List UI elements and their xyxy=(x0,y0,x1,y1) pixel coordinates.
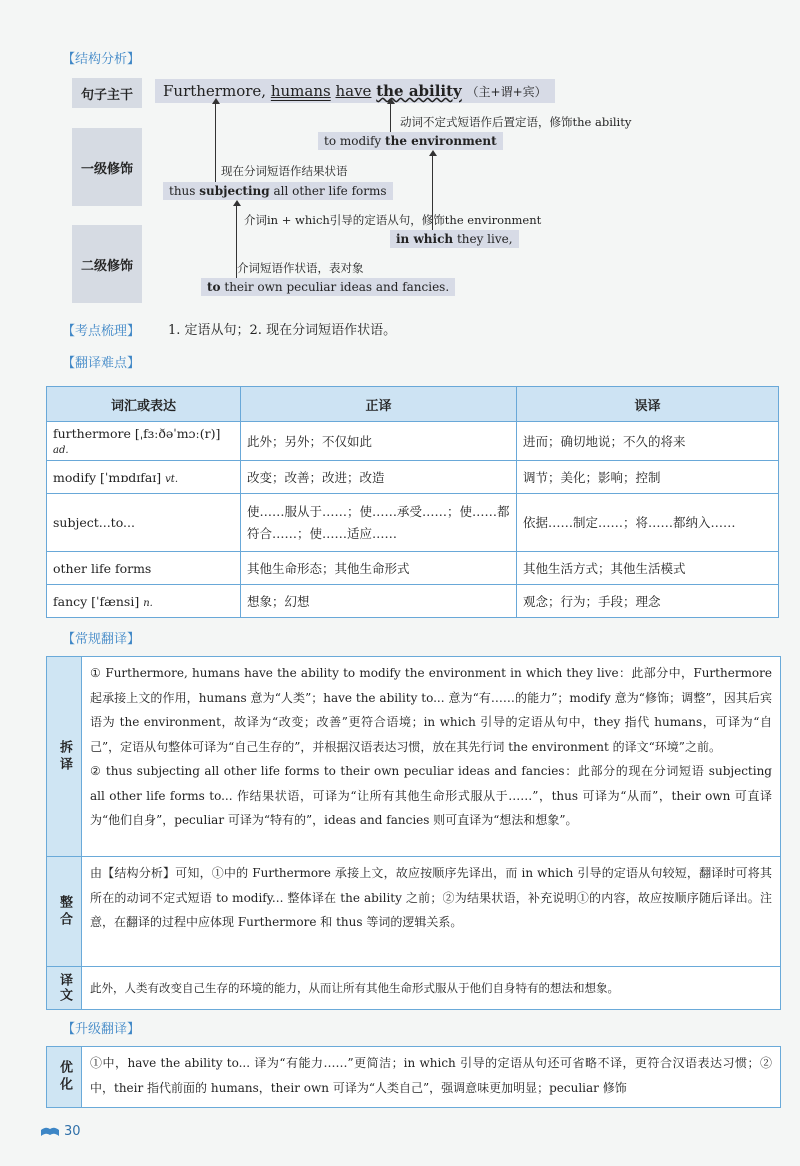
term-text: furthermore [ˌfɜːðəˈmɔː(r)] xyxy=(53,426,221,441)
cell-wrong: 观念；行为；手段；理念 xyxy=(517,585,779,618)
level-label-first: 一级修饰 xyxy=(72,128,142,206)
arrow-up-icon xyxy=(236,206,237,278)
page-number: 30 xyxy=(64,1124,81,1139)
mod1b-note: 现在分词短语作结果状语 xyxy=(221,164,348,178)
cell-wrong: 其他生活方式；其他生活模式 xyxy=(517,552,779,585)
translation-label xyxy=(47,967,82,1009)
translation-label-text: 译文 xyxy=(57,973,72,1003)
arrow-up-icon xyxy=(432,156,433,230)
table-row xyxy=(47,552,779,585)
cell-term: other life forms xyxy=(47,552,241,585)
main-object: the ability xyxy=(376,82,462,100)
mod1b-phrase xyxy=(163,182,393,200)
split-paragraph-1: ① Furthermore, humans have the ability to modify the environment in which they live：此部分中，Furthermore起承接上文的作用，humans 意为“人类”；have the ability to... 意为“有……的能力”；modify 意为“修饰；调整”，因其后宾语为 the environment，故译为“改变；改善”更符合语境；in which 引导的定语从句中，they 指代 humans，可译为“自己”，定语从句整体可译为“自己生存的”，并根据汉语表达习惯，放在其先行词 the environment 的译文“环境”之前。 xyxy=(90,666,772,754)
section-title-regular: 【常规翻译】 xyxy=(62,632,141,647)
key-points-text: 1. 定语从句；2. 现在分词短语作状语。 xyxy=(168,323,397,338)
mod1b-pre: thus xyxy=(169,184,196,198)
arrow-up-icon xyxy=(390,104,391,132)
table-header-row xyxy=(47,387,779,422)
cell-correct: 此外；另外；不仅如此 xyxy=(241,422,517,461)
optimize-box xyxy=(46,1046,781,1108)
split-body xyxy=(82,657,780,857)
main-note: （主+谓+宾） xyxy=(466,85,547,99)
pos-text: n. xyxy=(143,597,153,609)
header-term: 词汇或表达 xyxy=(47,387,241,422)
optimize-text: ①中，have the ability to... 译为“有能力……”更简洁；in which 引导的定语从句还可省略不译，更符合汉语表达习惯；②中，their 指代前面的 humans，their own 可译为“人类自己”，强调意味更加明显；peculiar 修饰 xyxy=(90,1056,772,1095)
mod2b-note: 介词短语作状语，表对象 xyxy=(237,261,364,275)
mod1a-note: 动词不定式短语作后置定语，修饰the ability xyxy=(400,115,632,129)
pos-text: vt. xyxy=(165,473,179,485)
pos-text: ad. xyxy=(53,445,69,456)
split-label xyxy=(47,657,82,857)
mod2a-bold: in which xyxy=(396,232,454,246)
cell-wrong: 依据……制定……；将……都纳入…… xyxy=(517,494,779,552)
section-title-upgrade: 【升级翻译】 xyxy=(62,1022,141,1037)
cell-correct: 其他生命形态；其他生命形式 xyxy=(241,552,517,585)
mod1a-pre: to modify xyxy=(324,134,382,148)
term-text: modify [ˈmɒdɪfaɪ] xyxy=(53,469,162,485)
main-subject: humans xyxy=(270,82,331,100)
optimize-body xyxy=(82,1047,780,1107)
cell-wrong: 进而；确切地说；不久的将来 xyxy=(517,422,779,461)
mod2b-post: their own peculiar ideas and fancies. xyxy=(224,280,450,294)
split-translation-box xyxy=(46,656,781,858)
merge-label-text: 整合 xyxy=(57,895,72,929)
table-row xyxy=(47,461,779,494)
section-title-structure: 【结构分析】 xyxy=(62,52,141,67)
term-text: fancy [ˈfænsi] xyxy=(53,593,140,609)
optimize-label xyxy=(47,1047,82,1107)
final-translation-box xyxy=(46,966,781,1010)
page-footer xyxy=(40,1124,81,1139)
mod2a-note: 介词in + which引导的定语从句，修饰the environment xyxy=(244,213,542,227)
mod1b-post: all other life forms xyxy=(273,184,387,198)
mod2b-bold: to xyxy=(207,280,221,294)
merge-label xyxy=(47,857,82,967)
mod2a-post: they live, xyxy=(456,232,513,246)
split-label-text: 拆译 xyxy=(57,740,72,774)
merge-text: 由【结构分析】可知，①中的 Furthermore 承接上文，故应按顺序先译出，而 in which 引导的定语从句较短，翻译时可将其所在的动词不定式短语 to modify... 整体译在 the ability 之前；②为结果状语，补充说明①的内容，故应按顺序随后译出。注意，在翻译的过程中应体现 Furthermore 和 thus 等词的逻辑关系。 xyxy=(90,866,772,929)
book-icon xyxy=(40,1126,60,1138)
cell-correct: 改变；改善；改进；改造 xyxy=(241,461,517,494)
table-row xyxy=(47,422,779,461)
cell-correct: 使……服从于……；使……承受……；使……都符合……；使……适应…… xyxy=(241,494,517,552)
arrow-up-icon xyxy=(215,104,216,182)
cell-term xyxy=(47,461,241,494)
translation-body xyxy=(82,967,780,1009)
vocab-table xyxy=(46,386,779,618)
cell-term xyxy=(47,585,241,618)
section-title-key-points: 【考点梳理】 xyxy=(62,324,141,339)
table-row xyxy=(47,585,779,618)
cell-term xyxy=(47,422,241,461)
merge-box xyxy=(46,856,781,968)
mod1a-phrase xyxy=(318,132,503,150)
optimize-label-text: 优化 xyxy=(57,1060,72,1094)
cell-wrong: 调节；美化；影响；控制 xyxy=(517,461,779,494)
main-verb: have xyxy=(335,82,372,100)
mod1b-bold: subjecting xyxy=(199,184,270,198)
section-title-difficulty: 【翻译难点】 xyxy=(62,356,141,371)
translation-text: 此外，人类有改变自己生存的环境的能力，从而让所有其他生命形式服从于他们自身特有的想法和想象。 xyxy=(90,980,619,995)
header-wrong: 误译 xyxy=(517,387,779,422)
cell-term: subject...to... xyxy=(47,494,241,552)
table-row xyxy=(47,494,779,552)
level-label-main: 句子主干 xyxy=(72,78,142,108)
cell-correct: 想象；幻想 xyxy=(241,585,517,618)
main-pre: Furthermore, xyxy=(163,82,267,100)
mod1a-bold: the environment xyxy=(385,134,497,148)
split-paragraph-2: ② thus subjecting all other life forms to their own peculiar ideas and fancies：此部分的现在分词短语 subjecting all other life forms to... 作结果状语，可译为“让所有其他生命形式服从于……”，thus 可译为“从而”，their own 可直译为“他们自身”，peculiar 可译为“特有的”，ideas and fancies 则可直译为“想法和想象”。 xyxy=(90,764,772,827)
merge-body xyxy=(82,857,780,967)
mod2a-phrase xyxy=(390,230,519,248)
level-label-second: 二级修饰 xyxy=(72,225,142,303)
mod2b-phrase xyxy=(201,278,455,296)
header-correct: 正译 xyxy=(241,387,517,422)
